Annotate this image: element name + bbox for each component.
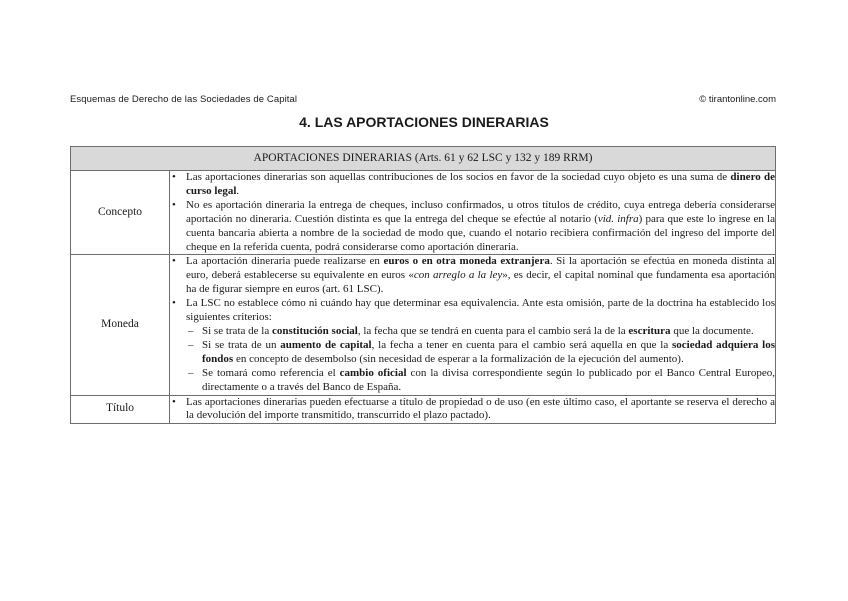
row-content-concepto: [170, 171, 776, 255]
row-content-moneda: [170, 255, 776, 395]
contributions-table: [70, 146, 776, 424]
row-label-moneda: Moneda: [71, 255, 170, 395]
table-heading-row: [71, 147, 776, 171]
running-header-left: Esquemas de Derecho de las Sociedades de Capital: [70, 94, 298, 105]
list-item: • No es aportación dineraria la entrega de cheques, incluso confirmados, u otros títulos de crédito, cuya entrega debería considerarse aportación no dineraria. Cuestión distinta es que la entrega del cheque se efectúe al notario (vid. infra) para que este lo ingrese en la cuenta bancaria abierta a nombre de la sociedad de modo que, cuando el notario recibiera confirmación del ingreso del importe del cheque en la referida cuenta, podrá considerarse como aportación dineraria.: [170, 199, 775, 255]
list-item: • Las aportaciones dinerarias son aquellas contribuciones de los socios en favor de la sociedad cuyo objeto es una suma de dinero de curso legal.: [170, 171, 775, 199]
list-item: • Las aportaciones dinerarias pueden efectuarse a título de propiedad o de uso (en este último caso, el aportante se reserva el derecho a la devolución del importe transmitido, transcurrido el plazo pactado).: [170, 396, 775, 424]
row-label-concepto: Concepto: [71, 171, 170, 255]
running-header-right: © tirantonline.com: [699, 94, 776, 105]
sub-list-item: – Si se trata de un aumento de capital, la fecha a tener en cuenta para el cambio será aquella en que la sociedad adquiera los fondos en concepto de desembolso (sin necesidad de esperar a la formalización de la ejecución del aumento).: [186, 339, 775, 367]
page-title: 4. LAS APORTACIONES DINERARIAS: [299, 114, 549, 130]
row-content-titulo: [170, 395, 776, 424]
table-row: [71, 255, 776, 395]
table-row: [71, 171, 776, 255]
row-label-titulo: Título: [71, 395, 170, 424]
sub-list-item: – Si se trata de la constitución social, la fecha que se tendrá en cuenta para el cambio será la de la escritura que la documente.: [186, 325, 775, 339]
sub-list-item: – Se tomará como referencia el cambio oficial con la divisa correspondiente según lo publicado por el Banco Central Europeo, directamente o a través del Banco de España.: [186, 367, 775, 395]
table-row: [71, 395, 776, 424]
table-heading: APORTACIONES DINERARIAS (Arts. 61 y 62 LSC y 132 y 189 RRM): [71, 147, 776, 171]
list-item: • La aportación dineraria puede realizarse en euros o en otra moneda extranjera. Si la aportación se efectúa en moneda distinta al euro, deberá establecerse su equivalente en euros «con arreglo a la ley», es decir, el capital nominal que fundamenta esa aportación ha de figurar siempre en euros (art. 61 LSC).: [170, 255, 775, 297]
list-item: • La LSC no establece cómo ni cuándo hay que determinar esa equivalencia. Ante esta omisión, parte de la doctrina ha establecido los siguientes criterios: – Si se trata de la constitución social, la fecha que se tendrá en cuenta para el cambio será la de la escritura que la documente. – Si se trata de un aumento de capital, la fecha a tener en cuenta para el cambio será aquella en que la sociedad adquiera los fondos en concepto de desembolso (sin necesidad de esperar a la formalización de la ejecución del aumento). – Se tomará como referencia el cambio oficial con la divisa correspondiente según lo publicado por el Banco Central Europeo, directamente o a través del Banco de España.: [170, 297, 775, 394]
